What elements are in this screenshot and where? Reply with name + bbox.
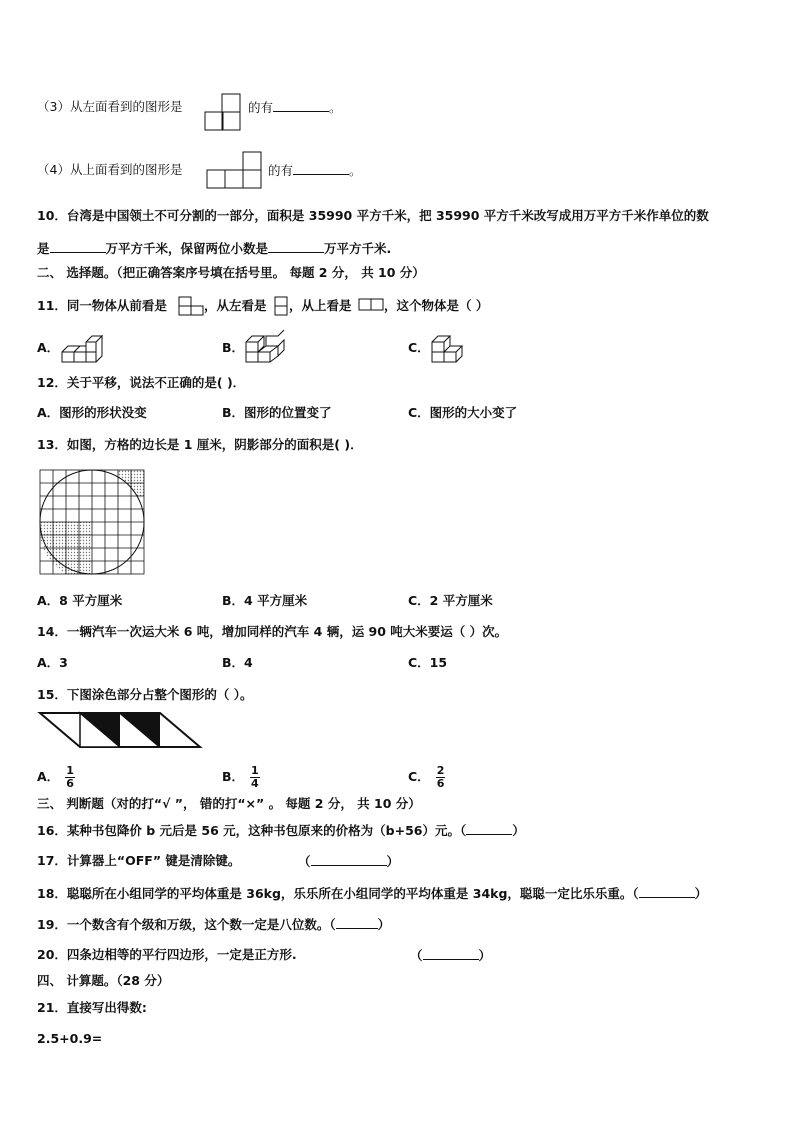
q15-option-c[interactable]: C． $\frac{2}{6}$ [408, 764, 445, 790]
q10-line1: 10．台湾是中国领土不可分割的一部分，面积是 35990 平方千米，把 35990 平方千米改写成用万平方千米作单位的数 [37, 208, 709, 223]
q11-stem-a: 11．同一物体从前看是 [37, 298, 167, 313]
q10-line2: 是 万平方千米，保留两位小数是 万平方千米. [37, 241, 392, 256]
q11-option-b[interactable]: B． [222, 340, 245, 355]
q14-option-b[interactable]: B．4 [222, 655, 253, 670]
answer-blank[interactable] [423, 947, 479, 960]
q9-p4-tail: 的有 。 [268, 163, 362, 178]
q11-option-a-cube-icon [60, 330, 100, 364]
answer-blank[interactable] [50, 240, 106, 253]
q12-option-b[interactable]: B．图形的位置变了 [222, 405, 332, 420]
q21-stem: 21．直接写出得数: [37, 1000, 147, 1015]
q13-stem: 13．如图，方格的边长是 1 厘米，阴影部分的面积是( )． [37, 437, 363, 452]
q11-stem-b: ，从左看是 [204, 298, 267, 313]
q14-stem: 14．一辆汽车一次运大米 6 吨，增加同样的汽车 4 辆，运 90 吨大米要运（ ）次。 [37, 624, 508, 639]
q9-part3 [37, 99, 182, 115]
answer-blank[interactable] [639, 885, 695, 898]
q9-p3-text: （3）从左面看到的图形是 [37, 99, 183, 114]
q9-p3-tail: 的有 。 [248, 100, 342, 115]
q13-option-a[interactable]: A．8 平方厘米 [37, 593, 123, 608]
q15-stem: 15．下图涂色部分占整个图形的（ ）。 [37, 687, 253, 702]
q17-answer: （ ） [298, 854, 400, 869]
q16: 16．某种书包降价 b 元后是 56 元，这种书包原来的价格为（b+56）元。（ ） [37, 823, 525, 838]
fraction: $\frac{2}{6}$ [436, 764, 445, 790]
section-4-heading: 四、 计算题。（28 分） [37, 973, 170, 988]
q11-option-a[interactable]: A． [37, 340, 60, 355]
answer-blank[interactable] [273, 99, 329, 112]
q18: 18．聪聪所在小组同学的平均体重是 36kg，乐乐所在小组同学的平均体重是 34kg，聪聪一定比乐乐重。（ ） [37, 886, 708, 901]
q11-stem-c: ，从上看是 [289, 298, 352, 313]
q17: 17．计算器上“OFF” 键是清除键。 [37, 853, 241, 868]
answer-blank[interactable] [293, 162, 349, 175]
q15-option-b[interactable]: B． $\frac{1}{4}$ [222, 764, 259, 790]
q11-option-b-cube-icon [244, 328, 292, 364]
q14-option-c[interactable]: C．15 [408, 655, 448, 670]
q13-option-c[interactable]: C．2 平方厘米 [408, 593, 493, 608]
q11-stem-d: ，这个物体是（ ） [384, 298, 489, 313]
q9-p4-figure [206, 151, 264, 189]
q11-left-view-icon [274, 296, 290, 316]
q11-front-view-icon [178, 296, 206, 316]
fraction: $\frac{1}{6}$ [66, 764, 74, 790]
q12-stem: 12．关于平移，说法不正确的是( )． [37, 375, 246, 390]
q19: 19．一个数含有个级和万级，这个数一定是八位数。（ ） [37, 917, 391, 932]
answer-blank[interactable] [311, 853, 387, 866]
section-2-heading: 二、 选择题。（把正确答案序号填在括号里。 每题 2 分， 共 10 分） [37, 265, 425, 280]
fraction: $\frac{1}{4}$ [251, 764, 259, 790]
answer-blank[interactable] [466, 822, 512, 835]
q11-option-c[interactable]: C． [408, 340, 430, 355]
q21-expression: 2.5+0.9= [37, 1031, 103, 1046]
answer-blank[interactable] [268, 240, 324, 253]
q15-parallelogram-figure [38, 711, 204, 749]
q11-option-c-cube-icon [430, 330, 470, 364]
q9-p3-figure [204, 93, 244, 131]
q13-grid-circle-figure [40, 470, 146, 576]
q9-part4 [37, 162, 182, 178]
q9-p4-text: （4）从上面看到的图形是 [37, 162, 183, 177]
q12-option-c[interactable]: C．图形的大小变了 [408, 405, 518, 420]
q13-option-b[interactable]: B．4 平方厘米 [222, 593, 308, 608]
q14-option-a[interactable]: A．3 [37, 655, 68, 670]
q20-answer: （ ） [410, 948, 492, 963]
section-3-heading: 三、 判断题（对的打“√ ”， 错的打“×” 。 每题 2 分， 共 10 分） [37, 796, 421, 811]
q20: 20．四条边相等的平行四边形，一定是正方形. [37, 947, 297, 962]
answer-blank[interactable] [336, 916, 378, 929]
q12-option-a[interactable]: A．图形的形状没变 [37, 405, 147, 420]
q15-option-a[interactable]: A． $\frac{1}{6}$ [37, 764, 74, 790]
q11-top-view-icon [358, 298, 386, 312]
